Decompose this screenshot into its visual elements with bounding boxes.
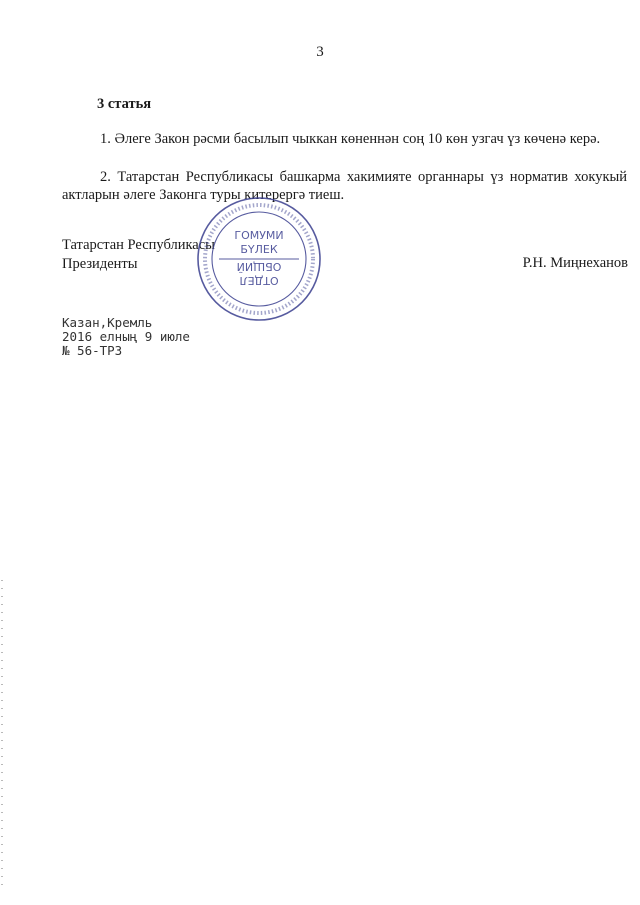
page-number: 3: [316, 44, 324, 60]
stamp-line3: ОБЩИЙ: [236, 260, 282, 273]
scan-margin-marks: [1, 580, 3, 890]
footer-block: [62, 316, 190, 358]
footer-number: № 56-ТРЗ: [62, 343, 123, 358]
signature-title: [62, 236, 215, 274]
stamp-line1: ГОМУМИ: [234, 229, 284, 242]
paragraph-2: 2. Татарстан Республикасы башкарма хакимияте органнары үз норматив хокукый актларын әлеге Законга туры китерергә тиеш.: [62, 169, 627, 203]
footer-place: Казан,Кремль: [62, 315, 153, 330]
paragraph-1: 1. Әлеге Закон рәсми басылып чыккан көненнән соң 10 көн узгач үз көченә керә.: [100, 131, 601, 147]
stamp-line4: ОТДЕЛ: [239, 274, 279, 287]
signature-title-line1: Татарстан Республикасы: [62, 237, 215, 253]
official-stamp: [195, 195, 323, 323]
footer-date: 2016 елның 9 июле: [62, 329, 190, 344]
signature-title-line2: Президенты: [62, 256, 138, 272]
signature-name: Р.Н. Миңнеханов: [522, 255, 628, 271]
article-heading: 3 статья: [97, 96, 152, 112]
stamp-line2: БҮЛЕК: [240, 243, 278, 256]
